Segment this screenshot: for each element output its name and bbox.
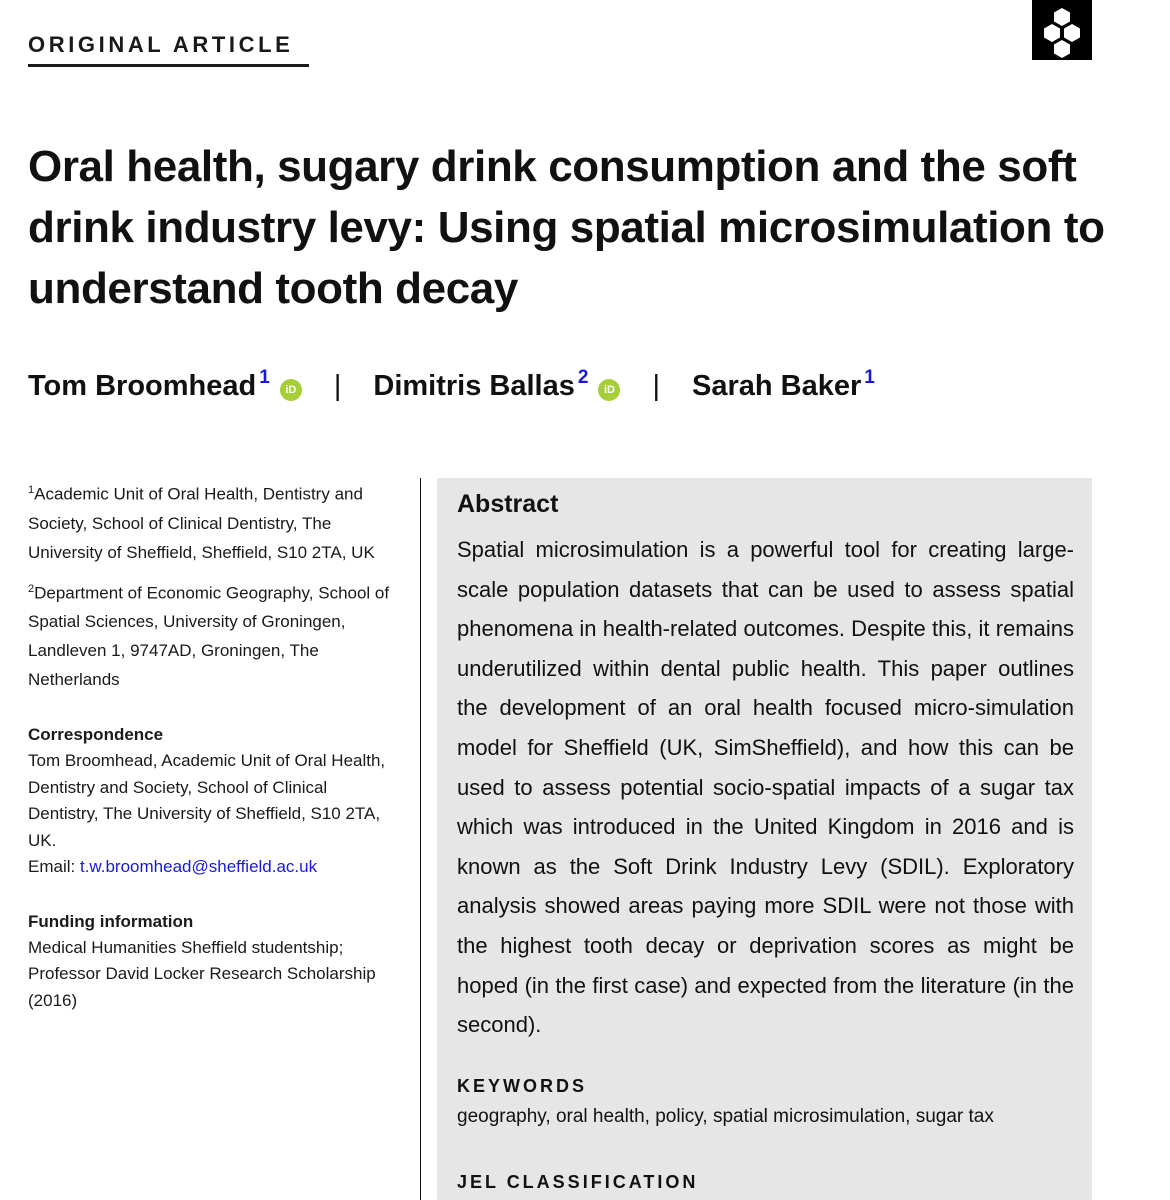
- affiliation-text: Department of Economic Geography, School of Spatial Sciences, University of Groningen, Landleven 1, 9747AD, Groningen, The Netherlands: [28, 583, 390, 690]
- journal-hexagon-logo-icon[interactable]: [1032, 0, 1092, 60]
- affiliation-text: Academic Unit of Oral Health, Dentistry and Society, School of Clinical Dentistry, The University of Sheffield, Sheffield, S10 2TA, UK: [28, 484, 375, 562]
- abstract-box: [437, 478, 1092, 1200]
- article-title: Oral health, sugary drink consumption and the soft drink industry levy: Using spatial microsimulation to understand tooth decay: [28, 142, 1105, 313]
- author-separator: |: [333, 370, 342, 402]
- correspondence-text: Tom Broomhead, Academic Unit of Oral Health, Dentistry and Society, School of Clinical Dentistry, The University of Sheffield, S10 2TA, UK.: [28, 751, 386, 850]
- author-affiliation-number[interactable]: 1: [259, 367, 270, 388]
- author-name[interactable]: Sarah Baker: [691, 370, 862, 402]
- section-label: ORIGINAL ARTICLE: [28, 32, 294, 57]
- abstract-text: Spatial microsimulation is a powerful tool for creating large-scale population datasets that can be used to assess spatial phenomena in health-related outcomes. Despite this, it remains underutilized within dental public health. This paper outlines the development of an oral health focused micro-simulation model for Sheffield (UK, SimSheffield), and how this can be used to assess potential socio-spatial impacts of a sugar tax which was introduced in the United Kingdom in 2016 and is known as the Soft Drink Industry Levy (SDIL). Exploratory analysis showed areas paying more SDIL were not those with the highest tooth decay or deprivation scores as might be hoped (in the first case) and expected from the literature (in the second).: [457, 537, 1074, 1038]
- correspondence-heading: Correspondence: [28, 725, 164, 745]
- abstract-heading: Abstract: [457, 490, 559, 518]
- affiliation-number: 2: [28, 582, 35, 595]
- author-name[interactable]: Tom Broomhead: [28, 370, 257, 402]
- keywords-list: geography, oral health, policy, spatial microsimulation, sugar tax: [457, 1106, 994, 1127]
- orcid-icon[interactable]: iD: [598, 379, 620, 401]
- correspondence-body: [28, 748, 400, 881]
- author-name[interactable]: Dimitris Ballas: [373, 370, 575, 402]
- funding-text: Medical Humanities Sheffield studentship; Professor David Locker Research Scholarship (2016): [28, 937, 376, 1010]
- author-affiliation-number[interactable]: 2: [577, 367, 589, 388]
- keywords-heading: KEYWORDS: [457, 1076, 588, 1096]
- author-list: [28, 367, 875, 403]
- jel-classification-heading: JEL CLASSIFICATION: [457, 1172, 699, 1192]
- affiliation: [28, 476, 400, 567]
- email-link[interactable]: t.w.broomhead@sheffield.ac.uk: [79, 857, 318, 877]
- author-affiliation-number[interactable]: 1: [864, 367, 875, 388]
- funding-heading: Funding information: [28, 911, 194, 931]
- orcid-icon[interactable]: iD: [280, 379, 302, 401]
- section-underline: [28, 64, 309, 67]
- affiliation-number: 1: [28, 484, 35, 496]
- author-separator: |: [652, 370, 660, 402]
- affiliation: [28, 575, 400, 695]
- email-label: Email:: [28, 857, 76, 877]
- article-sidebar: [28, 476, 400, 1014]
- column-divider: [420, 478, 421, 1200]
